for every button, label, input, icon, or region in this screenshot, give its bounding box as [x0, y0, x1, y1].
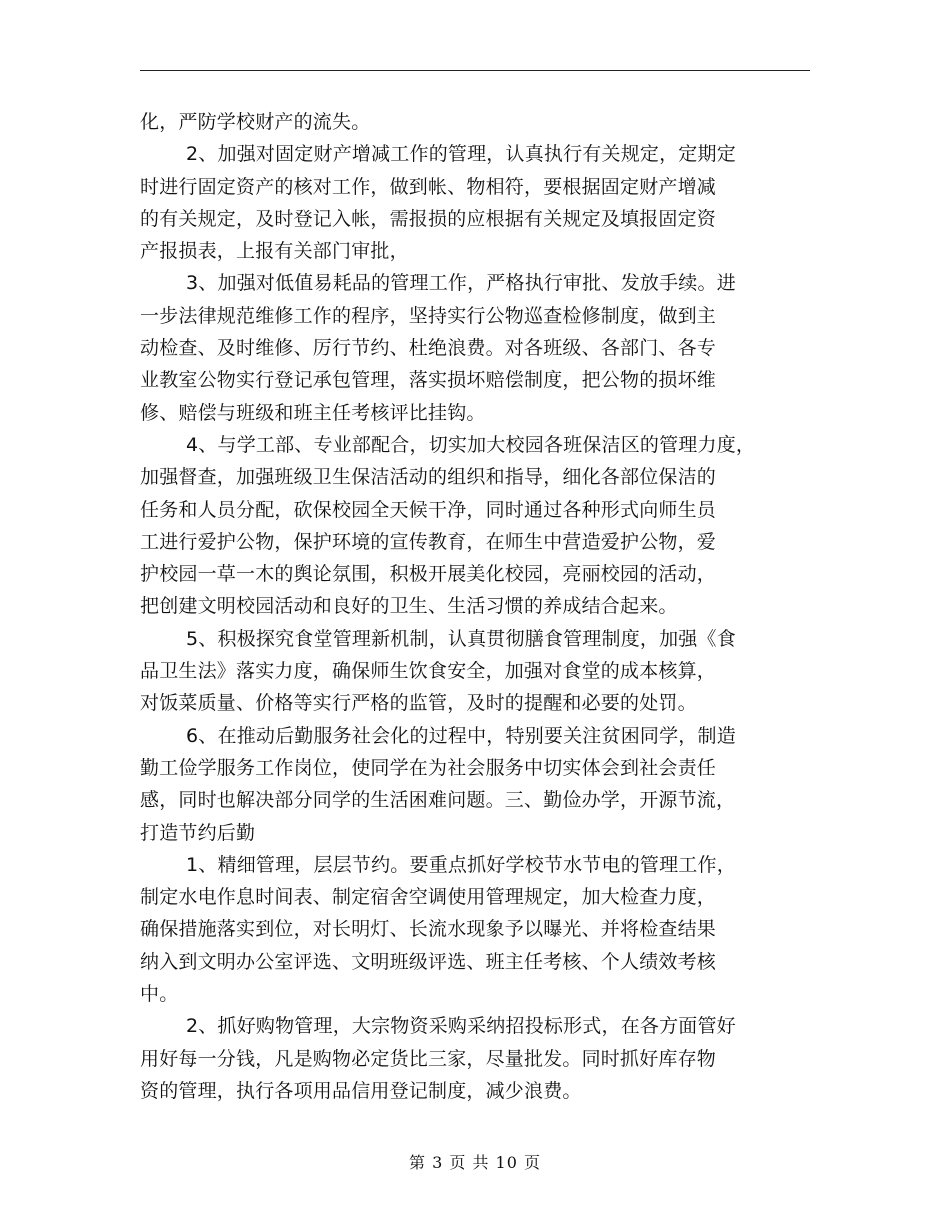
text-line: 时进行固定资产的核对工作，做到帐、物相符，要根据固定财产增减 [140, 175, 717, 198]
document-body [140, 106, 810, 1107]
text-line: 2、抓好购物管理，大宗物资采购采纳招投标形式，在各方面管好 [186, 1015, 736, 1038]
text-line: 动检查、及时维修、厉行节约、杜绝浪费。对各班级、各部门、各专 [140, 337, 717, 360]
text-line: 用好每一分钱，凡是购物必定货比三家，尽量批发。同时抓好库存物 [140, 1047, 717, 1070]
text-line: 感，同时也解决部分同学的生活困难问题。三、勤俭办学，开源节流， [140, 789, 736, 812]
text-line: 6、在推动后勤服务社会化的过程中，特别要关注贫困同学，制造 [186, 724, 736, 747]
text-line: 产报损表，上报有关部门审批， [140, 240, 409, 263]
text-line: 化，严防学校财产的流失。 [140, 111, 371, 133]
text-line: 业教室公物实行登记承包管理，落实损坏赔偿制度，把公物的损坏维 [140, 369, 717, 392]
text-line: 对饭菜质量、价格等实行严格的监管，及时的提醒和必要的处罚。 [140, 692, 697, 715]
text-line: 4、与学工部、专业部配合，切实加大校园各班保洁区的管理力度， [186, 433, 756, 456]
text-line: 修、赔偿与班级和班主任考核评比挂钩。 [140, 401, 486, 424]
header-rule [140, 70, 810, 71]
text-line: 加强督查，加强班级卫生保洁活动的组织和指导，细化各部位保洁的 [140, 466, 717, 489]
text-line: 资的管理，执行各项用品信用登记制度，减少浪费。 [140, 1079, 582, 1102]
text-line: 3、加强对低值易耗品的管理工作，严格执行审批、发放手续。进 [186, 272, 736, 295]
text-line: 勤工俭学服务工作岗位，使同学在为社会服务中切实体会到社会责任 [140, 756, 717, 779]
text-line: 确保措施落实到位，对长明灯、长流水现象予以曝光、并将检查结果 [140, 918, 717, 941]
text-line: 品卫生法》落实力度，确保师生饮食安全，加强对食堂的成本核算， [140, 660, 717, 683]
text-line: 任务和人员分配，砍保校园全天候干净，同时通过各种形式向师生员 [140, 498, 717, 521]
text-line: 一步法律规范维修工作的程序，坚持实行公物巡查检修制度，做到主 [140, 304, 717, 327]
text-line: 中。 [140, 983, 179, 1006]
text-line: 打造节约后勤 [140, 821, 256, 844]
text-line: 把创建文明校园活动和良好的卫生、生活习惯的养成结合起来。 [140, 595, 678, 618]
text-line: 工进行爱护公物，保护环境的宣传教育，在师生中营造爱护公物，爱 [140, 530, 717, 553]
text-line: 1、精细管理，层层节约。要重点抓好学校节水节电的管理工作， [186, 853, 736, 876]
text-line: 制定水电作息时间表、制定宿舍空调使用管理规定，加大检查力度， [140, 886, 717, 909]
page-number-footer: 第 3 页 共 10 页 [409, 1153, 541, 1172]
text-line: 护校园一草一木的舆论氛围，积极开展美化校园，亮丽校园的活动， [140, 563, 717, 586]
text-line: 的有关规定，及时登记入帐，需报损的应根据有关规定及填报固定资 [140, 207, 717, 230]
text-line: 纳入到文明办公室评选、文明班级评选、班主任考核、个人绩效考核 [140, 950, 717, 973]
text-line: 2、加强对固定财产增减工作的管理，认真执行有关规定，定期定 [186, 143, 736, 166]
text-line: 5、积极探究食堂管理新机制，认真贯彻膳食管理制度，加强《食 [186, 627, 736, 650]
